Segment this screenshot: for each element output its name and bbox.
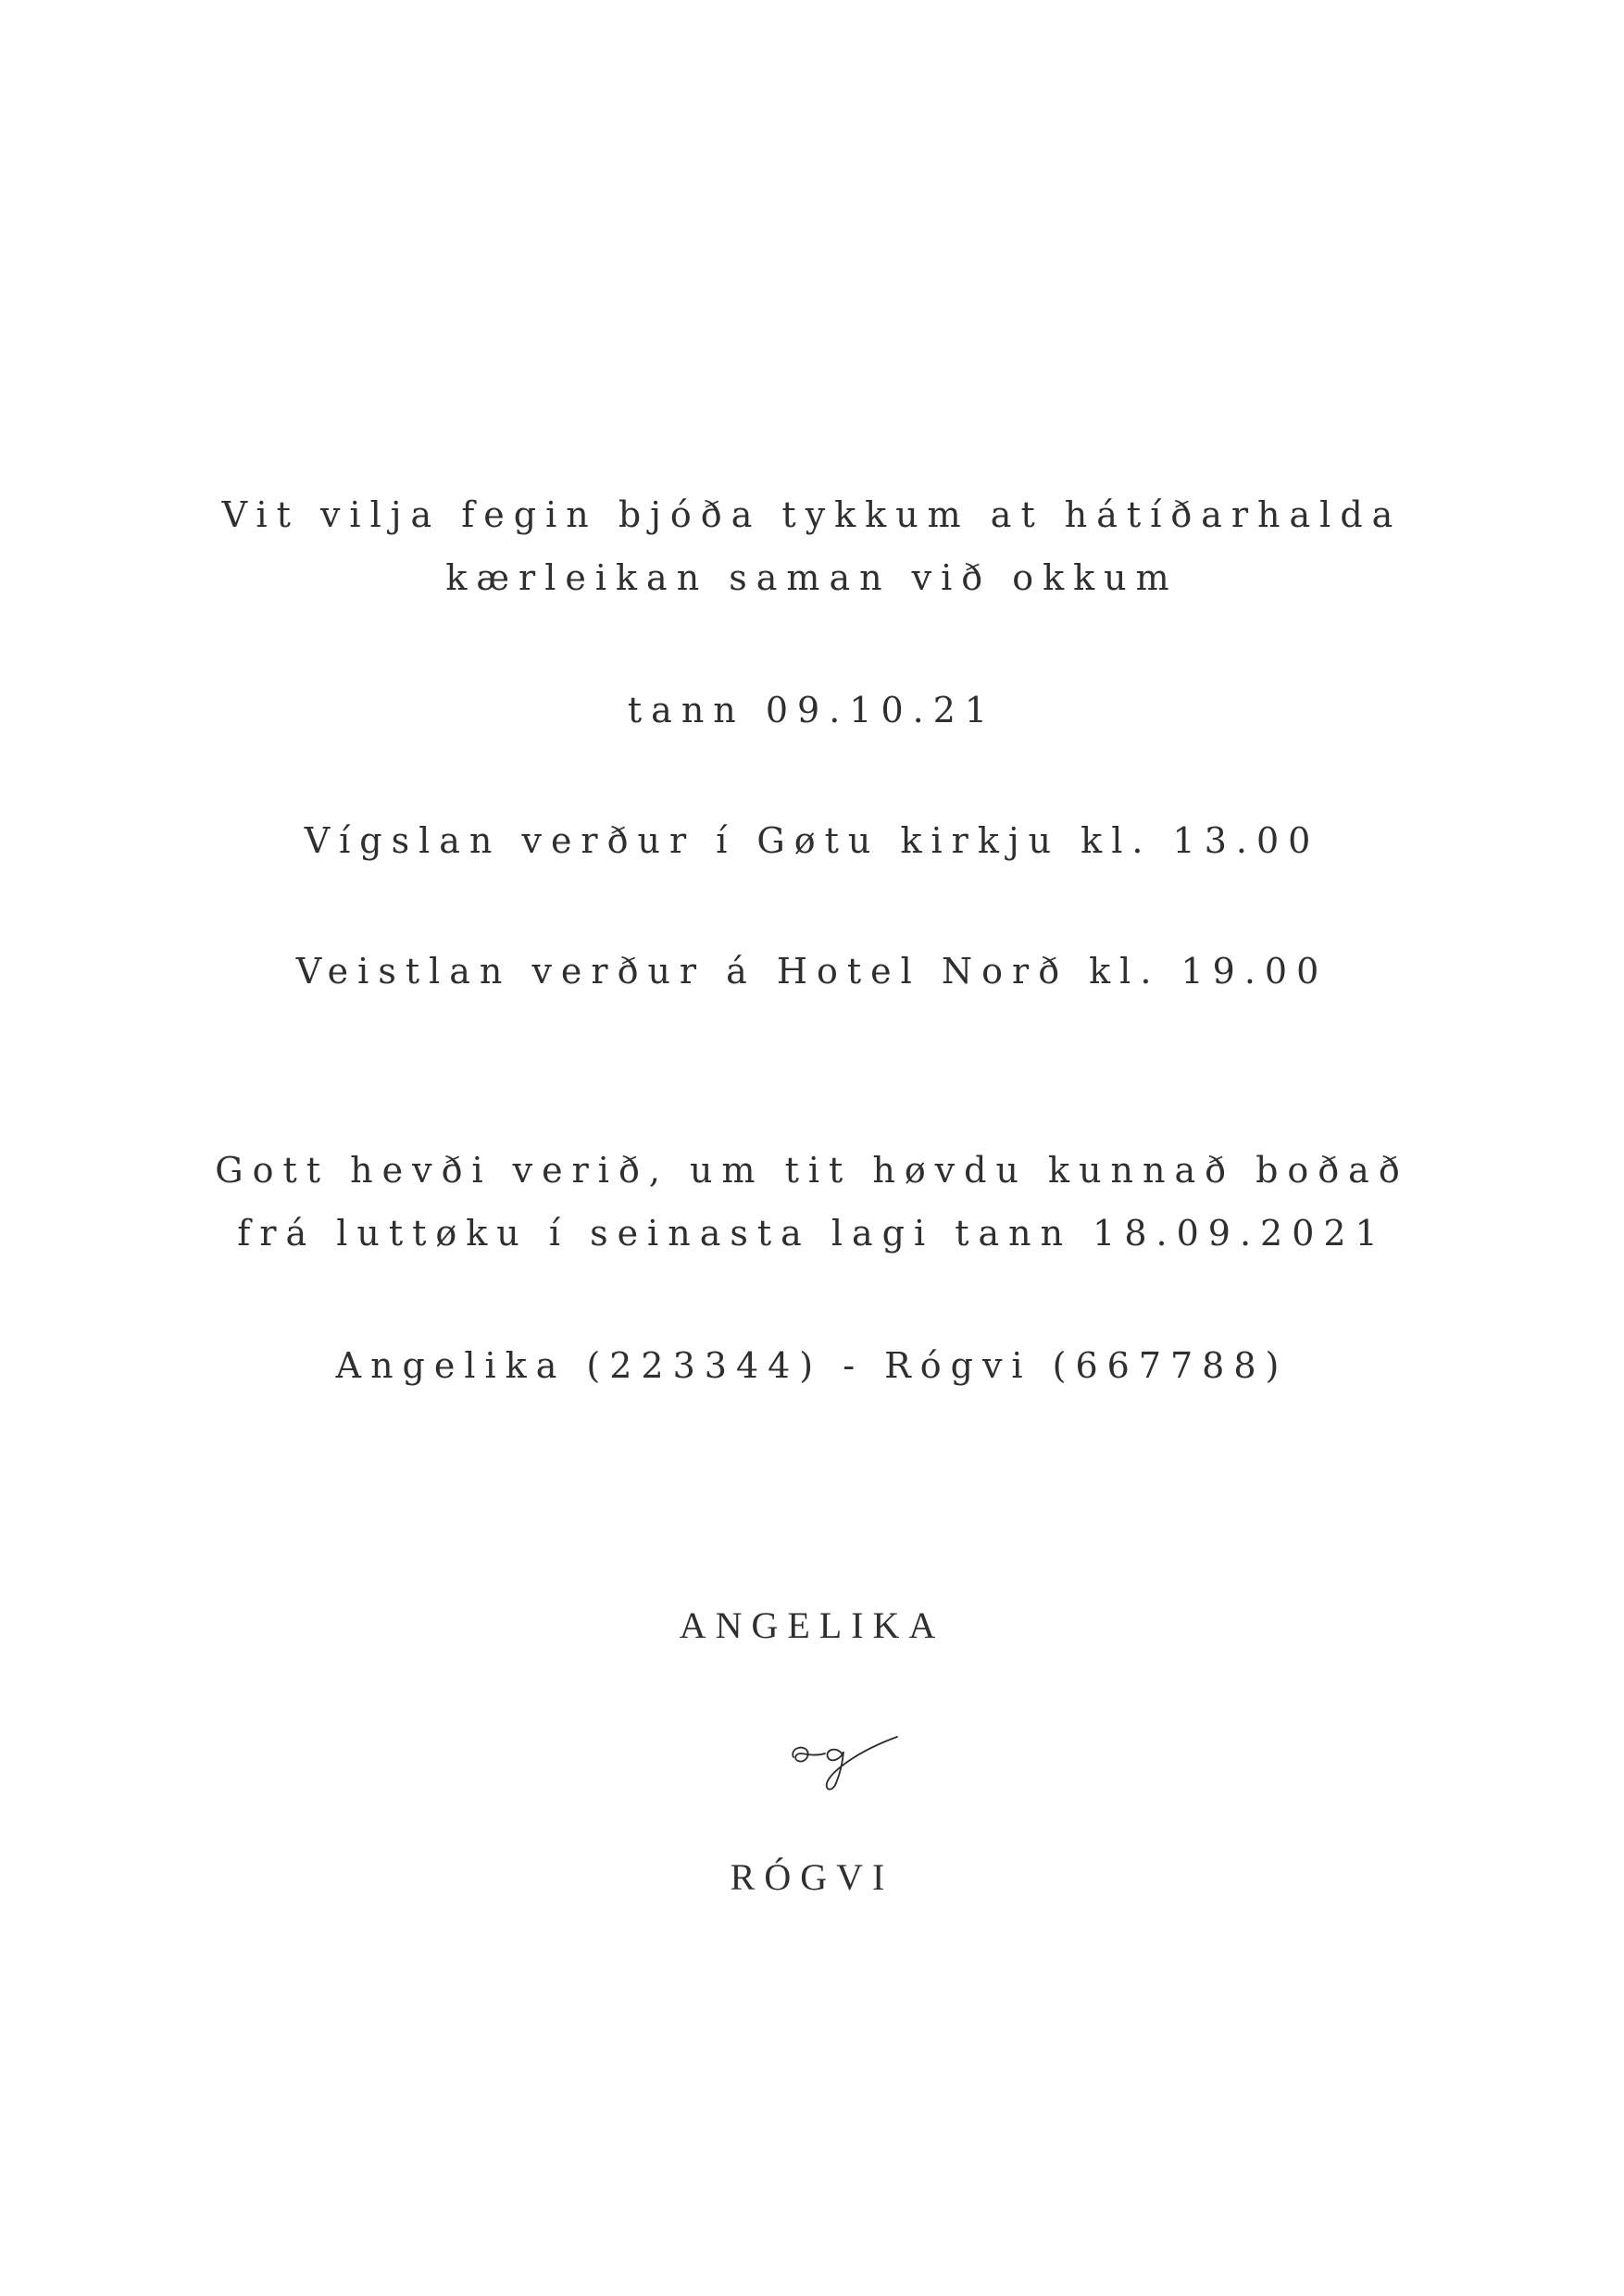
date-line: tann 09.10.21 <box>627 690 997 730</box>
rsvp-line-1: Gott hevði verið, um tit høvdu kunnað boðað <box>215 1150 1409 1191</box>
intro-line-1: Vit vilja fegin bjóða tykkum at hátíðarhalda <box>221 494 1403 535</box>
signature-name-1: ANGELIKA <box>679 1604 945 1646</box>
og-script-logo <box>784 1713 905 1796</box>
intro-line-2: kærleikan saman við okkum <box>445 557 1179 598</box>
rsvp-line-2: frá luttøku í seinasta lagi tann 18.09.2021 <box>237 1213 1387 1254</box>
contact-line: Angelika (223344) - Rógvi (667788) <box>335 1345 1289 1386</box>
reception-line: Veistlan verður á Hotel Norð kl. 19.00 <box>295 951 1329 992</box>
ceremony-line: Vígslan verður í Gøtu kirkju kl. 13.00 <box>304 820 1320 861</box>
signature-name-2: RÓGVI <box>730 1856 894 1898</box>
